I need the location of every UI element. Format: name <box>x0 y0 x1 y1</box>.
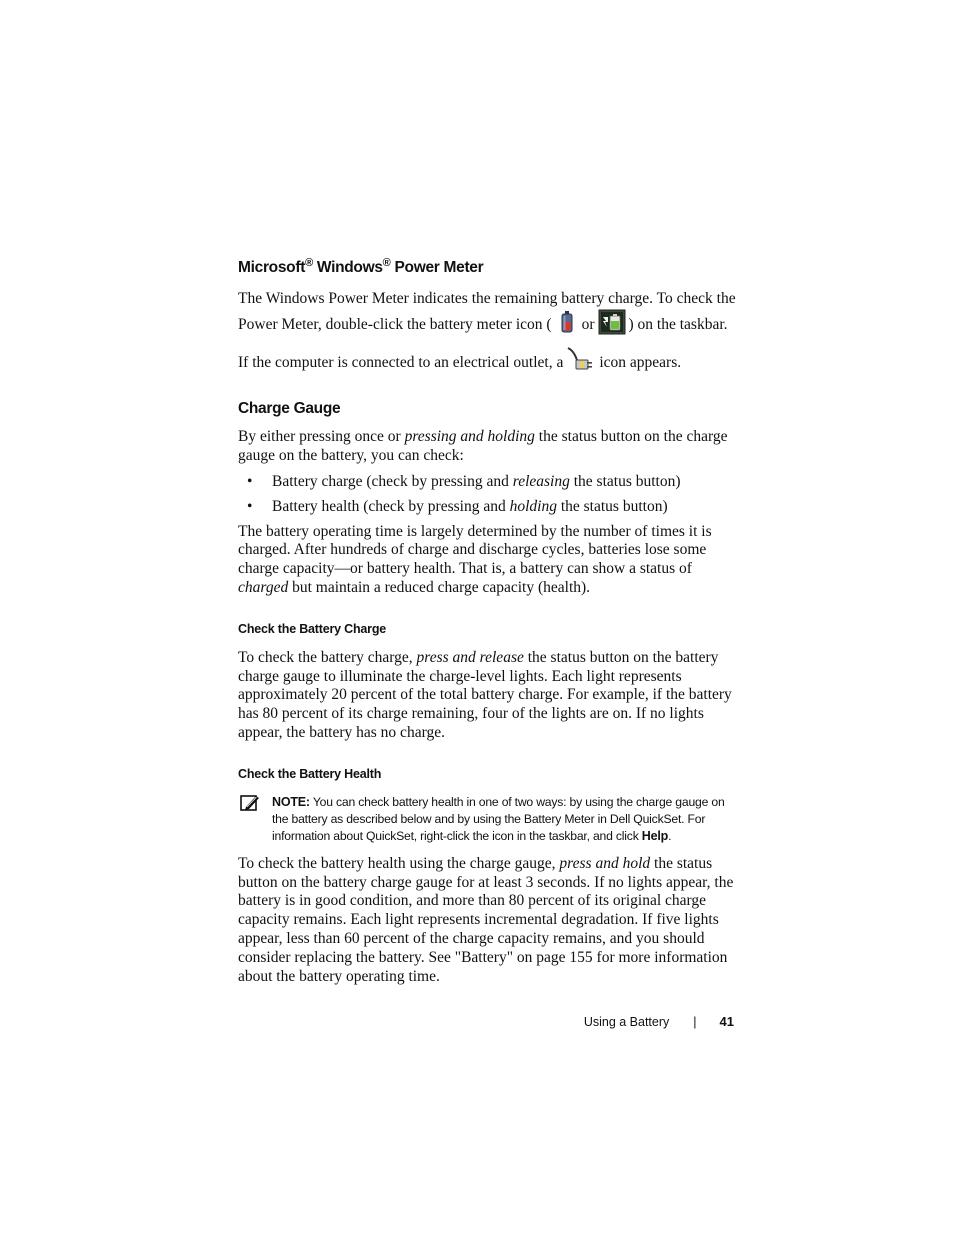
text: or <box>581 315 595 333</box>
registered-mark: ® <box>382 257 391 269</box>
text: The Windows Power Meter indicates the remaining battery charge. To check the Power Meter, double-click the battery meter icon ( <box>238 290 736 333</box>
text: To check the battery charge, <box>238 648 417 666</box>
battery-icon <box>555 309 579 341</box>
list-item <box>238 473 736 492</box>
text: the status button) <box>556 497 668 515</box>
emphasis: pressing and holding <box>404 428 535 446</box>
text: If the computer is connected to an electrical outlet, a <box>238 353 564 371</box>
note-text: You can check battery health in one of two ways: by using the charge gauge on the battery as described below and by using the Battery Meter in Dell QuickSet. For information about QuickSet, right-click the icon in the taskbar, and click <box>272 794 725 843</box>
emphasis: press and hold <box>559 854 651 872</box>
ac-power-plug-icon <box>566 345 596 379</box>
text: the status button on the battery charge gauge to illuminate the charge-level lights. Each light represents approximately 20 percent of the total battery charge. For example, if the battery has 80 percent of its charge remaining, four of the lights are on. If no lights appear, the battery has no charge. <box>238 648 732 741</box>
text: the status button) <box>569 472 681 490</box>
registered-mark: ® <box>305 257 313 269</box>
note-pencil-icon <box>240 794 260 817</box>
list-item <box>238 498 736 517</box>
heading-charge-gauge: Charge Gauge <box>238 400 341 418</box>
page-content <box>238 256 736 991</box>
check-health-paragraph <box>238 855 736 987</box>
heading-text: Power Meter <box>390 259 484 276</box>
help-label: Help <box>641 828 669 843</box>
emphasis: charged <box>238 578 289 596</box>
emphasis: releasing <box>512 472 570 490</box>
text: To check the battery health using the charge gauge, <box>238 854 560 872</box>
heading-check-battery-charge: Check the Battery Charge <box>238 621 387 636</box>
text: Battery health (check by pressing and <box>272 497 510 515</box>
text: Battery charge (check by pressing and <box>272 472 513 490</box>
heading-text: Windows <box>312 259 383 276</box>
page-number: 41 <box>719 1014 734 1029</box>
charge-gauge-intro <box>238 428 736 466</box>
text: but maintain a reduced charge capacity (health). <box>288 578 591 596</box>
heading-check-battery-health: Check the Battery Health <box>238 766 382 781</box>
ac-power-paragraph <box>238 345 736 379</box>
check-options-list <box>238 473 736 517</box>
text: the status button on the charge gauge on the battery, you can check: <box>238 428 728 465</box>
bullet: • <box>247 497 253 515</box>
page-footer <box>584 1014 734 1029</box>
footer-section-title: Using a Battery <box>583 1014 670 1029</box>
text: The battery operating time is largely determined by the number of times it is charged. After hundreds of charge and discharge cycles, batteries lose some charge capacity—or battery health. That is, a battery can show a status of <box>238 522 712 578</box>
check-charge-paragraph <box>238 649 736 743</box>
bullet: • <box>247 472 253 490</box>
power-meter-paragraph <box>238 290 736 341</box>
text: ) on the taskbar. <box>628 315 728 333</box>
heading-power-meter <box>238 256 736 280</box>
heading-text: Microsoft <box>238 259 306 276</box>
note-box <box>238 794 736 845</box>
text: the status button on the battery charge gauge for at least 3 seconds. If no lights appear, the battery is in good condition, and more than 80 percent of its original charge capacity remains. Each light represents incremental degradation. If five lights appear, less than 60 percent of the charge capacity remains, and you should consider replacing the battery. See "Battery" on page 155 for more information about the battery operating time. <box>238 854 734 985</box>
footer-separator: | <box>693 1014 697 1029</box>
text: . <box>668 828 672 843</box>
battery-operating-time-paragraph <box>238 523 736 598</box>
emphasis: holding <box>509 497 557 515</box>
battery-meter-icon <box>598 309 626 341</box>
note-label: NOTE: <box>272 794 310 809</box>
text: By either pressing once or <box>238 428 405 446</box>
text: icon appears. <box>599 353 682 371</box>
emphasis: press and release <box>416 648 524 666</box>
